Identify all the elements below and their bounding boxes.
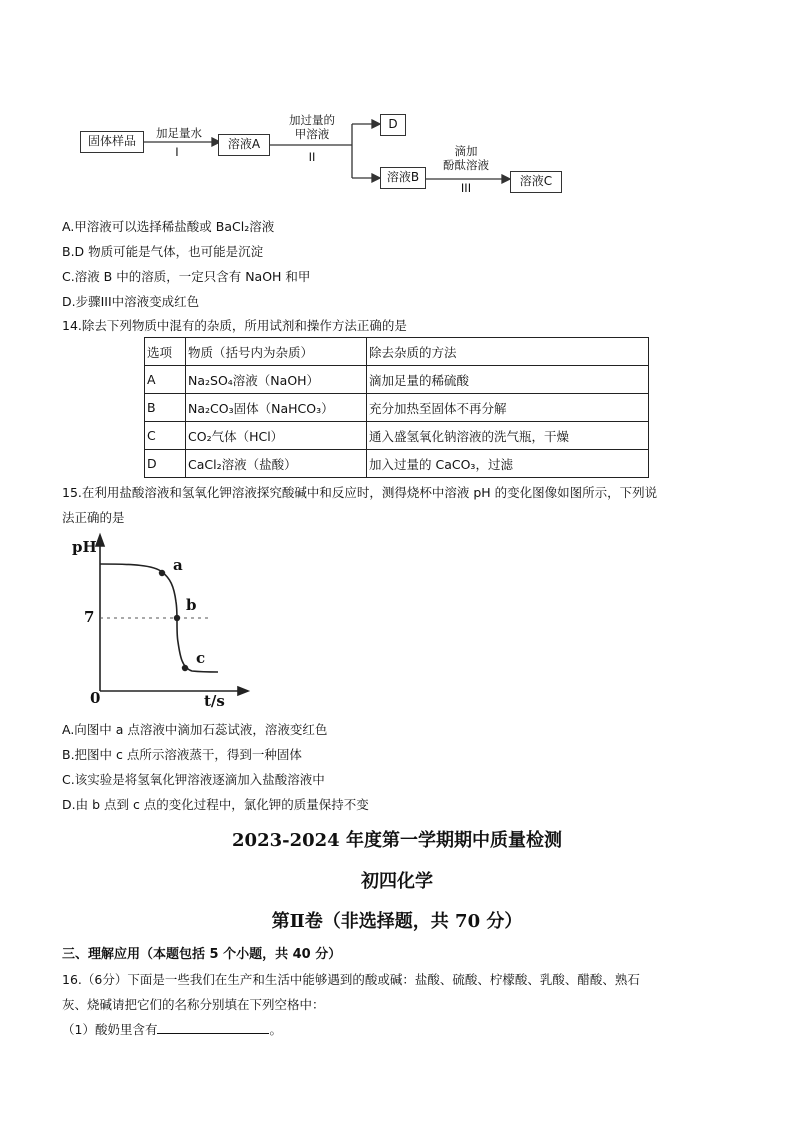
exam-subject: 初四化学 (361, 871, 433, 892)
table-row (145, 394, 649, 422)
q15-option-a: A.向图中 a 点溶液中滴加石蕊试液，溶液变红色 (62, 722, 328, 737)
table-cell: C (145, 422, 186, 450)
q16-line1: 16.（6分）下面是一些我们在生产和生活中能够遇到的酸或碱：盐酸、硫酸、柠檬酸、乳酸、醋酸、熟石 (62, 972, 640, 987)
table-header-cell: 物质（括号内为杂质） (186, 338, 367, 366)
table-cell: 通入盛氢氧化钠溶液的洗气瓶，干燥 (367, 422, 649, 450)
q16-subquestion-1 (62, 1020, 282, 1038)
q13-option-c: C.溶液 B 中的溶质，一定只含有 NaOH 和甲 (62, 269, 311, 284)
flow-box-solution-b: 溶液B (380, 167, 426, 189)
table-cell: CaCl₂溶液（盐酸） (186, 450, 367, 478)
point-c-label: c (196, 649, 206, 667)
table-row (145, 366, 649, 394)
q16-sub1-prefix: （1）酸奶里含有 (62, 1022, 158, 1037)
answer-blank[interactable] (157, 1021, 269, 1034)
q15-option-d: D.由 b 点到 c 点的变化过程中，氯化钾的质量保持不变 (62, 797, 369, 812)
x-axis-label: t/s (204, 692, 225, 710)
volume-title: 第Ⅱ卷（非选择题，共 70 分） (271, 911, 523, 932)
q16-sub1-suffix: 。 (269, 1022, 282, 1037)
origin-label: 0 (90, 689, 101, 707)
table-cell: 加入过量的 CaCO₃，过滤 (367, 450, 649, 478)
point-b-marker (174, 615, 180, 621)
table-header-row (145, 338, 649, 366)
flow-box-solution-c: 溶液C (510, 171, 562, 193)
q15-stem-line2: 法正确的是 (62, 510, 125, 525)
exam-title: 2023-2024 年度第一学期期中质量检测 (232, 830, 562, 851)
y-axis-label: pH (72, 538, 97, 556)
q16-line2: 灰、烧碱请把它们的名称分别填在下列空格中： (62, 997, 325, 1012)
table-header-cell: 除去杂质的方法 (367, 338, 649, 366)
flow-step3-label-1: 滴加 (454, 144, 478, 158)
point-a-marker (159, 570, 165, 576)
x-axis-arrow (238, 687, 248, 695)
q14-stem: 14.除去下列物质中混有的杂质，所用试剂和操作方法正确的是 (62, 318, 407, 333)
table-cell: Na₂SO₄溶液（NaOH） (186, 366, 367, 394)
q13-option-a: A.甲溶液可以选择稀盐酸或 BaCl₂溶液 (62, 219, 275, 234)
table-row (145, 422, 649, 450)
flow-step1-label: 加足量水 (156, 126, 202, 140)
flow-box-solution-a: 溶液A (218, 134, 270, 156)
flow-step1-number: I (175, 145, 179, 159)
point-c-marker (182, 665, 188, 671)
ph-graph (62, 532, 262, 717)
flow-box-solid-sample: 固体样品 (80, 131, 144, 153)
flow-step2-label-1: 加过量的 (289, 113, 335, 127)
q15-option-c: C.该实验是将氢氧化钾溶液逐滴加入盐酸溶液中 (62, 772, 325, 787)
table-cell: 滴加足量的稀硫酸 (367, 366, 649, 394)
table-cell: Na₂CO₃固体（NaHCO₃） (186, 394, 367, 422)
q13-option-b: B.D 物质可能是气体，也可能是沉淀 (62, 244, 264, 259)
q14-table (144, 337, 649, 478)
q13-option-d: D.步骤III中溶液变成红色 (62, 294, 200, 309)
y-mark-7: 7 (84, 608, 95, 626)
q15-option-b: B.把图中 c 点所示溶液蒸干，得到一种固体 (62, 747, 302, 762)
flow-step3-number: III (460, 181, 472, 195)
flow-step3-label-2: 酚酞溶液 (443, 158, 489, 172)
flow-box-d: D (380, 114, 406, 136)
q15-stem-line1: 15.在利用盐酸溶液和氢氧化钾溶液探究酸碱中和反应时，测得烧杯中溶液 pH 的变化图像如图所示，下列说 (62, 485, 658, 500)
point-b-label: b (186, 596, 197, 614)
y-axis-arrow (96, 535, 104, 546)
table-cell: CO₂气体（HCl） (186, 422, 367, 450)
table-row (145, 450, 649, 478)
point-a-label: a (173, 556, 183, 574)
table-header-cell: 选项 (145, 338, 186, 366)
table-cell: A (145, 366, 186, 394)
flow-step2-number: II (308, 150, 316, 164)
flow-step2-label-2: 甲溶液 (294, 127, 330, 141)
table-cell: 充分加热至固体不再分解 (367, 394, 649, 422)
section3-title: 三、理解应用（本题包括 5 个小题，共 40 分） (62, 947, 342, 962)
table-cell: D (145, 450, 186, 478)
table-cell: B (145, 394, 186, 422)
